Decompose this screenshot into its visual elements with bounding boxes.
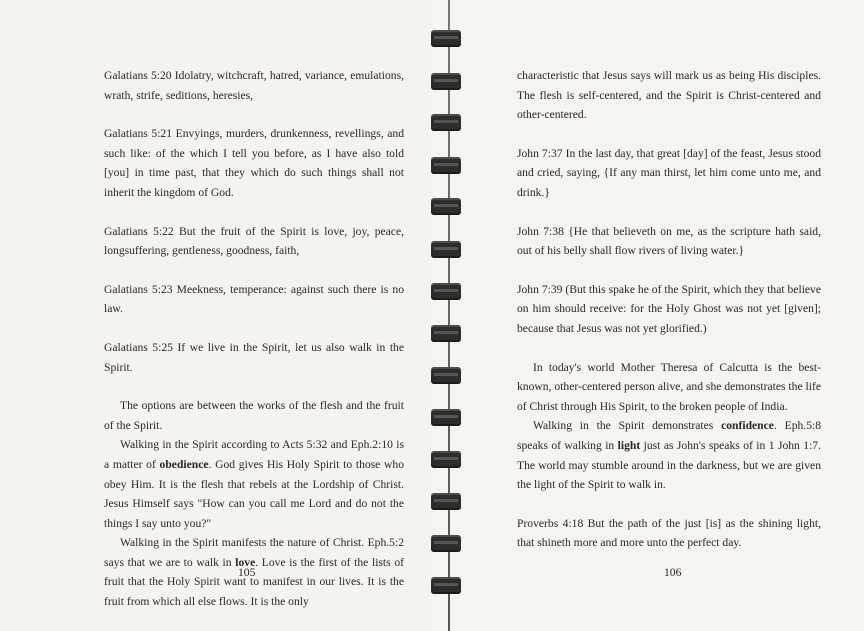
love-emphasis: love <box>235 555 256 569</box>
page-number-right: 106 <box>664 566 682 579</box>
options-paragraph: The options are between the works of the flesh and the fruit of the Spirit. <box>104 399 404 432</box>
verse-galatians-5-21: Galatians 5:21 Envyings, murders, drunkenness, revellings, and such like: of the which I tell you before, as I have also told [you] in time past, that they which do such things shall not inherit the kingdom of God. <box>104 127 404 199</box>
binding-ring <box>431 73 461 90</box>
verse-proverbs-4-18: Proverbs 4:18 But the path of the just [is] as the shining light, that shineth more and more unto the perfect day. <box>517 516 821 550</box>
verse-john-7-38: John 7:38 {He that believeth on me, as the scripture hath said, out of his belly shall flow rivers of living water.} <box>517 224 821 258</box>
verse-john-7-37: John 7:37 In the last day, that great [day] of the feast, Jesus stood and cried, saying, {If any man thirst, let him come unto me, and drink.} <box>517 146 821 199</box>
binding-ring <box>431 30 461 47</box>
binding-ring <box>431 114 461 131</box>
continuation-paragraph: characteristic that Jesus says will mark us as being His disciples. The flesh is self-centered, and the Spirit is Christ-centered and other-centered. <box>517 69 821 122</box>
love-paragraph: Walking in the Spirit manifests the nature of Christ. Eph.5:2 says that we are to walk in love. Love is the first of the lists of fruit that the Holy Spirit want to manifest in our lives. It is the fruit from which all else flows. It is the only <box>104 536 404 609</box>
binding-ring <box>431 325 461 342</box>
binding-ring <box>431 367 461 384</box>
binding-ring <box>431 241 461 258</box>
binding-ring <box>431 157 461 174</box>
right-page-text <box>517 66 821 572</box>
binding-ring <box>431 535 461 552</box>
verse-galatians-5-23: Galatians 5:23 Meekness, temperance: against such there is no law. <box>104 282 404 316</box>
verse-galatians-5-25: Galatians 5:25 If we live in the Spirit, let us also walk in the Spirit. <box>104 340 404 374</box>
obedience-emphasis: obedience <box>159 457 209 471</box>
binding-ring <box>431 577 461 594</box>
light-emphasis: light <box>617 438 641 452</box>
page-number-left: 105 <box>238 566 256 579</box>
verse-galatians-5-22: Galatians 5:22 But the fruit of the Spirit is love, joy, peace, longsuffering, gentleness, goodness, faith, <box>104 224 404 258</box>
verse-john-7-39: John 7:39 (But this spake he of the Spirit, which they that believe on him should receive: for the Holy Ghost was not yet [given]; because that Jesus was not yet glorified.) <box>517 282 821 335</box>
binding-ring <box>431 451 461 468</box>
theresa-paragraph: In today's world Mother Theresa of Calcutta is the best-known, other-centered person alive, and she demonstrates the life of Christ through His Spirit, to the broken people of India. <box>517 360 821 413</box>
binding-ring <box>431 283 461 300</box>
binding-ring <box>431 409 461 426</box>
confidence-emphasis: confidence <box>721 419 774 433</box>
left-page-text <box>104 66 404 612</box>
verse-galatians-5-20: Galatians 5:20 Idolatry, witchcraft, hatred, variance, emulations, wrath, strife, seditions, heresies, <box>104 69 404 102</box>
obedience-paragraph: Walking in the Spirit according to Acts 5:32 and Eph.2:10 is a matter of obedience. God gives His Holy Spirit to those who obey Him. It is the flesh that rebels at the Lordship of Christ. Jesus Himself says "How can you call me Lord and do not the things I say unto you?" <box>104 438 404 530</box>
confidence-paragraph: Walking in the Spirit demonstrates confidence. Eph.5:8 speaks of walking in light just as John's speaks of in 1 John 1:7. The world may stumble around in the darkness, but we are given the light of the Spirit to walk in. <box>517 419 822 492</box>
binding-ring <box>431 493 461 510</box>
binding-ring <box>431 198 461 215</box>
